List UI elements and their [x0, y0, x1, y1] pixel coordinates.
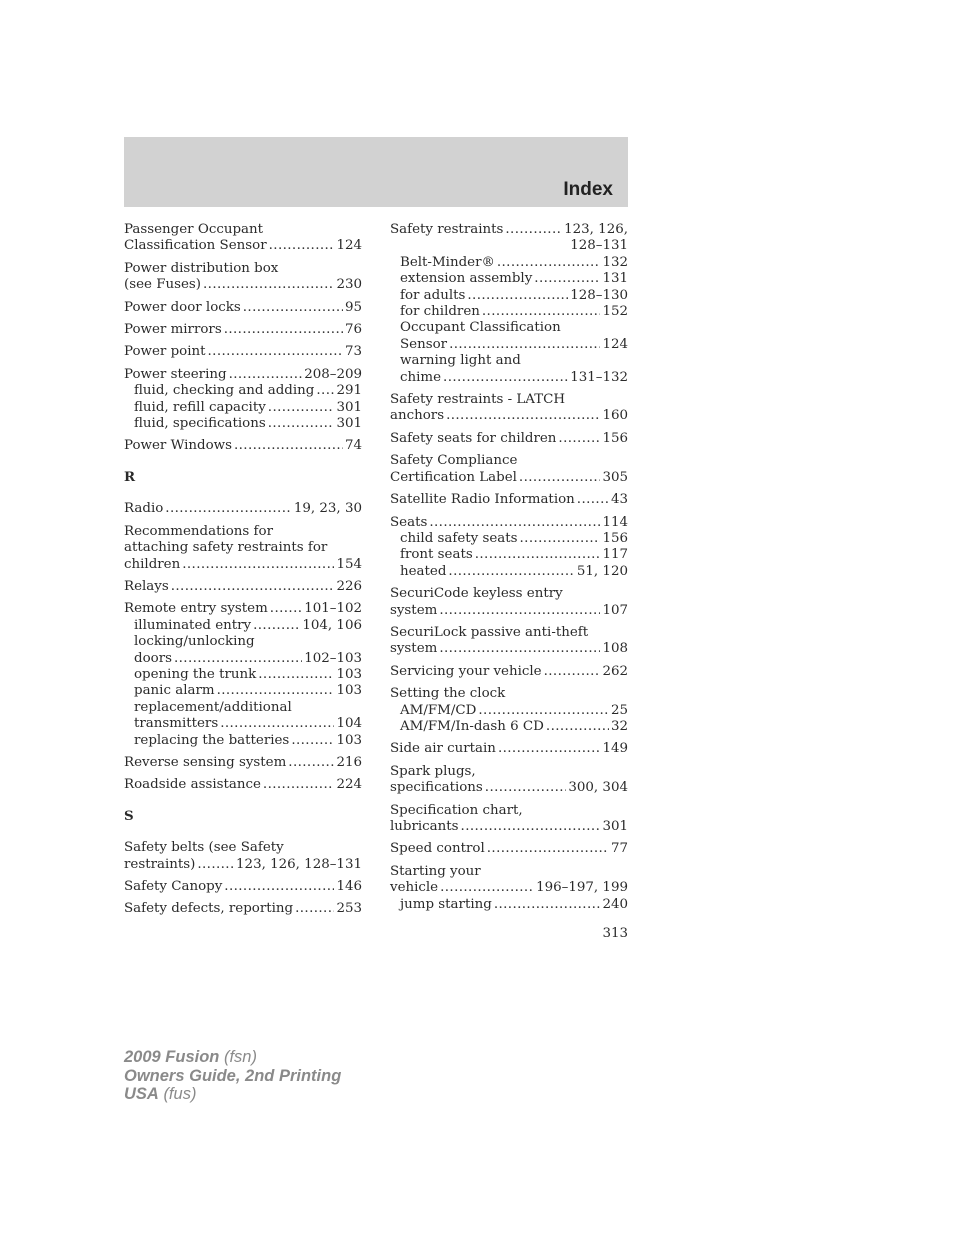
index-entry	[390, 586, 628, 619]
entry-page-ref: 77	[610, 841, 628, 857]
index-entry	[124, 367, 362, 433]
entry-term: lubricants	[390, 819, 459, 834]
entry-term: Belt-Minder®	[400, 254, 495, 270]
entry-term: transmitters	[134, 716, 219, 732]
entry-term: Power mirrors	[124, 322, 222, 338]
entry-term: Power Windows	[124, 438, 232, 454]
page-title: Index	[563, 179, 613, 200]
entry-term: system	[390, 602, 438, 618]
entry-term: Passenger Occupant	[124, 222, 263, 237]
entry-page-ref: 146	[336, 879, 362, 894]
dot-leader	[544, 664, 601, 680]
entry-page-ref: 208–209	[304, 366, 362, 382]
entry-page-ref: 132	[602, 254, 628, 270]
entry-page-ref: 73	[344, 344, 362, 360]
entry-page-ref: 104, 106	[302, 617, 362, 633]
entry-page-ref: 131	[602, 271, 628, 287]
entry-term: child safety seats	[400, 530, 518, 546]
index-subentry-line	[124, 634, 362, 650]
entry-term: Power point	[124, 344, 206, 360]
index-entry	[390, 625, 628, 658]
index-entry-line	[124, 222, 362, 238]
entry-term: Remote entry system	[124, 601, 268, 617]
index-subentry-line	[390, 337, 628, 353]
entry-term: vehicle	[390, 880, 439, 896]
entry-term: SecuriCode keyless entry	[390, 586, 563, 602]
entry-page-ref: 124	[336, 238, 362, 254]
entry-term: for children	[400, 304, 480, 320]
index-subentry-line	[124, 383, 362, 399]
index-subentry-line	[390, 719, 628, 735]
footer-guide-edition: Owners Guide, 2nd Printing	[124, 1066, 342, 1085]
index-subentry-line	[124, 683, 362, 699]
dot-leader	[534, 271, 600, 287]
dot-leader	[478, 703, 609, 719]
index-entry-line	[390, 841, 628, 857]
dot-leader	[505, 222, 562, 238]
index-column-left	[124, 222, 362, 924]
dot-leader	[234, 438, 343, 454]
dot-leader	[577, 492, 609, 508]
index-entry-line	[390, 392, 628, 408]
entry-page-ref: 124	[602, 336, 628, 352]
entry-page-ref: 131–132	[570, 369, 628, 385]
index-subentry-line	[124, 618, 362, 634]
entry-page-ref: 160	[602, 408, 628, 424]
entry-term: fluid, specifications	[134, 416, 266, 432]
index-entry	[390, 664, 628, 680]
index-subentry-line	[390, 703, 628, 719]
entry-term: Roadside assistance	[124, 777, 261, 793]
index-entry-line	[390, 492, 628, 508]
entry-term: jump starting	[400, 896, 492, 912]
entry-term: Safety restraints - LATCH	[390, 392, 566, 408]
index-entry-line	[390, 515, 628, 531]
entry-page-ref: 107	[602, 602, 628, 618]
index-entry-line	[124, 840, 362, 856]
entry-page-ref: 253	[336, 901, 362, 917]
index-entry-line	[390, 686, 628, 702]
index-entry	[390, 222, 628, 386]
dot-leader	[485, 780, 567, 796]
index-entry	[390, 392, 628, 425]
entry-page-ref: 123, 126,	[564, 222, 628, 237]
entry-term: AM/FM/CD	[400, 702, 477, 718]
entry-term: AM/FM/In-dash 6 CD	[400, 718, 544, 734]
index-entry	[124, 601, 362, 749]
entry-term: Safety Compliance	[390, 453, 518, 469]
entry-page-ref: 32	[610, 718, 628, 734]
entry-page-ref: 240	[602, 896, 628, 912]
dot-leader	[295, 901, 334, 917]
entry-term: warning light and	[400, 353, 521, 369]
dot-leader	[487, 841, 609, 857]
footer-model-code: (fsn)	[223, 1048, 257, 1066]
entry-term: chime	[400, 369, 442, 385]
dot-leader	[443, 370, 568, 386]
index-entry	[390, 864, 628, 913]
entry-term: fluid, checking and adding	[134, 383, 315, 399]
dot-leader	[482, 304, 601, 320]
entry-term: restraints)	[124, 856, 196, 872]
index-entry-line	[124, 300, 362, 316]
entry-term: heated	[400, 563, 447, 579]
entry-term: Radio	[124, 501, 164, 517]
index-entry	[124, 261, 362, 294]
dot-leader	[439, 603, 600, 619]
entry-page-ref: 262	[602, 663, 628, 679]
index-entry	[124, 222, 362, 255]
entry-page-ref: 300, 304	[568, 780, 628, 796]
entry-term: locking/unlocking	[134, 634, 255, 650]
index-subentry-line	[390, 531, 628, 547]
entry-term: Certification Label	[390, 469, 517, 485]
index-entry	[390, 764, 628, 797]
entry-page-ref: 43	[610, 492, 628, 508]
index-entry-line	[124, 857, 362, 873]
footer-market: USA	[124, 1085, 159, 1103]
dot-leader	[461, 819, 601, 835]
index-entry-line	[124, 501, 362, 517]
index-subentry-line	[124, 400, 362, 416]
dot-leader	[174, 651, 302, 667]
entry-page-ref: 114	[602, 514, 628, 530]
footer-model-name: 2009 Fusion	[124, 1048, 220, 1066]
index-entry	[124, 755, 362, 771]
dot-leader	[448, 564, 574, 580]
entry-term: replacement/additional	[134, 699, 292, 715]
entry-page-ref: 301	[336, 399, 362, 415]
index-subentry-line	[390, 320, 628, 336]
entry-page-ref: 230	[336, 277, 362, 293]
entry-term: SecuriLock passive anti-theft	[390, 624, 589, 640]
index-subentry-line	[124, 651, 362, 667]
index-entry-line	[124, 579, 362, 595]
index-entry-line	[124, 755, 362, 771]
index-entry	[390, 686, 628, 735]
entry-term: Relays	[124, 578, 169, 594]
entry-term: Classification Sensor	[124, 238, 267, 254]
index-entry	[124, 438, 362, 454]
index-entry-line	[390, 741, 628, 757]
index-entry-line	[390, 864, 628, 880]
index-subentry-line	[390, 370, 628, 386]
entry-page-ref: 154	[336, 556, 362, 572]
index-entry	[390, 492, 628, 508]
dot-leader	[467, 288, 568, 304]
dot-leader	[440, 880, 534, 896]
entry-page-ref: 149	[602, 741, 628, 757]
dot-leader	[224, 879, 334, 895]
entry-term: Safety belts (see Safety	[124, 840, 284, 856]
dot-leader	[258, 667, 334, 683]
index-entry-line	[124, 540, 362, 556]
dot-leader	[498, 741, 601, 757]
section-letter: R	[124, 468, 136, 485]
index-entry-line	[124, 557, 362, 573]
dot-leader	[446, 408, 600, 424]
index-subentry-line	[124, 716, 362, 732]
dot-leader	[519, 470, 601, 486]
entry-term: specifications	[390, 780, 483, 796]
entry-page-ref: 101–102	[304, 601, 362, 617]
entry-page-ref: 216	[336, 754, 362, 770]
entry-page-ref: 301	[336, 416, 362, 432]
index-entry-line	[124, 901, 362, 917]
dot-leader	[316, 383, 334, 399]
dot-leader	[253, 618, 300, 634]
entry-page-ref: 305	[602, 469, 628, 485]
index-entry-line	[390, 603, 628, 619]
dot-leader	[243, 300, 343, 316]
entry-page-ref: 103	[336, 732, 362, 748]
index-subentry-line	[390, 255, 628, 271]
entry-page-ref: 76	[344, 322, 362, 338]
entry-term: Specification chart,	[390, 802, 523, 818]
entry-page-ref: 156	[602, 530, 628, 546]
entry-page-ref: 291	[336, 383, 362, 399]
entry-term: Seats	[390, 514, 428, 530]
entry-term: Recommendations for	[124, 523, 273, 539]
index-entry	[124, 501, 362, 517]
index-entry-line	[390, 238, 628, 254]
entry-page-ref: 196–197, 199	[536, 880, 628, 896]
entry-term: for adults	[400, 287, 466, 303]
document-footer	[124, 1048, 341, 1104]
index-entry-line	[124, 261, 362, 277]
entry-term: extension assembly	[400, 271, 533, 287]
index-column-right	[390, 222, 628, 919]
entry-term: Safety Canopy	[124, 879, 223, 894]
index-entry-line	[124, 344, 362, 360]
index-entry	[390, 431, 628, 447]
index-header-band	[124, 137, 628, 207]
dot-leader	[197, 857, 234, 873]
entry-term: Side air curtain	[390, 741, 496, 757]
index-entry	[390, 453, 628, 486]
index-subentry-line	[124, 416, 362, 432]
index-entry	[124, 344, 362, 360]
index-entry-line	[390, 803, 628, 819]
index-entry	[124, 777, 362, 793]
index-entry-line	[124, 367, 362, 383]
entry-page-ref: 74	[344, 438, 362, 454]
dot-leader	[558, 431, 600, 447]
dot-leader	[449, 337, 600, 353]
entry-term: Safety restraints	[390, 222, 504, 237]
index-subentry-line	[390, 288, 628, 304]
dot-leader	[269, 238, 335, 254]
entry-page-ref: 156	[602, 430, 628, 446]
index-entry	[124, 524, 362, 573]
entry-page-ref: 103	[336, 666, 362, 682]
index-subentry-line	[390, 547, 628, 563]
dot-leader	[475, 547, 601, 563]
dot-leader	[288, 755, 334, 771]
entry-page-ref: 19, 23, 30	[293, 501, 362, 517]
index-entry-line	[124, 524, 362, 540]
entry-page-ref: 123, 126, 128–131	[236, 856, 362, 872]
index-subentry-line	[390, 271, 628, 287]
dot-leader	[229, 367, 303, 383]
index-entry	[124, 300, 362, 316]
index-entry	[124, 840, 362, 873]
index-entry	[124, 322, 362, 338]
entry-page-ref: 103	[336, 683, 362, 699]
dot-leader	[182, 557, 334, 573]
dot-leader	[291, 733, 334, 749]
dot-leader	[270, 601, 302, 617]
entry-term: Starting your	[390, 863, 481, 879]
index-entry-line	[390, 408, 628, 424]
dot-leader	[546, 719, 609, 735]
index-entry-line	[124, 438, 362, 454]
entry-term: doors	[134, 650, 172, 666]
entry-term: Power distribution box	[124, 260, 279, 276]
index-entry-line	[124, 879, 362, 895]
index-subentry-line	[390, 897, 628, 913]
entry-term: front seats	[400, 547, 473, 563]
section-letter: S	[124, 807, 134, 824]
index-entry-line	[124, 601, 362, 617]
index-entry-line	[390, 625, 628, 641]
index-subentry-line	[124, 667, 362, 683]
entry-page-ref: 104	[336, 716, 362, 732]
dot-leader	[268, 400, 335, 416]
index-entry	[390, 841, 628, 857]
footer-market-code: (fus)	[163, 1085, 197, 1103]
index-entry	[390, 515, 628, 581]
index-subentry-line	[124, 733, 362, 749]
entry-term: anchors	[390, 408, 445, 424]
index-subentry-line	[390, 304, 628, 320]
dot-leader	[165, 501, 292, 517]
index-entry-line	[390, 431, 628, 447]
entry-page-ref: 152	[602, 304, 628, 320]
entry-term: Power steering	[124, 366, 227, 382]
dot-leader	[208, 344, 343, 360]
index-entry	[390, 741, 628, 757]
entry-term: opening the trunk	[134, 666, 257, 682]
dot-leader	[439, 641, 600, 657]
index-entry-line	[390, 664, 628, 680]
dot-leader	[224, 322, 343, 338]
entry-term: children	[124, 556, 181, 572]
index-entry-line	[390, 819, 628, 835]
dot-leader	[171, 579, 335, 595]
dot-leader	[520, 531, 601, 547]
entry-term: fluid, refill capacity	[134, 399, 266, 415]
dot-leader	[268, 416, 335, 432]
index-entry-line	[390, 764, 628, 780]
entry-page-ref: 102–103	[304, 650, 362, 666]
entry-term: (see Fuses)	[124, 277, 202, 293]
dot-leader	[494, 897, 601, 913]
entry-term: Power door locks	[124, 299, 241, 315]
entry-term: Servicing your vehicle	[390, 663, 542, 679]
entry-term: attaching safety restraints for	[124, 540, 328, 556]
footer-line-model	[124, 1048, 341, 1067]
footer-line-guide	[124, 1067, 341, 1086]
index-entry	[390, 803, 628, 836]
entry-term: replacing the batteries	[134, 732, 290, 748]
entry-term: Satellite Radio Information	[390, 492, 575, 508]
index-entry-line	[390, 641, 628, 657]
entry-term: Spark plugs,	[390, 763, 476, 779]
entry-term: illuminated entry	[134, 617, 252, 633]
index-entry-line	[390, 470, 628, 486]
index-entry-line	[124, 777, 362, 793]
dot-leader	[429, 515, 600, 531]
entry-page-ref: 108	[602, 641, 628, 657]
index-entry-line	[124, 322, 362, 338]
index-entry-line	[390, 780, 628, 796]
entry-page-ref: 301	[602, 819, 628, 834]
page-number: 313	[602, 926, 628, 941]
index-entry-line	[390, 880, 628, 896]
entry-term: Safety seats for children	[390, 430, 557, 446]
index-entry	[124, 901, 362, 917]
index-entry-line	[390, 222, 628, 238]
entry-page-ref: 128–130	[570, 287, 628, 303]
entry-page-ref: 226	[336, 578, 362, 594]
entry-page-ref: 51, 120	[576, 563, 628, 579]
index-subentry-line	[390, 564, 628, 580]
entry-page-ref: 95	[344, 299, 362, 315]
index-entry	[124, 579, 362, 595]
entry-page-ref: 25	[610, 702, 628, 718]
entry-page-ref: 117	[602, 547, 628, 563]
dot-leader	[220, 716, 334, 732]
index-entry-line	[124, 277, 362, 293]
entry-term: system	[390, 641, 438, 657]
index-subentry-line	[124, 700, 362, 716]
entry-term: Occupant Classification	[400, 320, 561, 336]
index-entry-line	[390, 586, 628, 602]
entry-term: Sensor	[400, 336, 448, 352]
dot-leader	[217, 683, 335, 699]
dot-leader	[203, 277, 334, 293]
dot-leader	[497, 255, 601, 271]
entry-page-ref: 224	[336, 777, 362, 793]
index-entry-line	[390, 453, 628, 469]
entry-term: panic alarm	[134, 683, 215, 699]
entry-term: 128–131	[570, 238, 628, 254]
index-subentry-line	[390, 353, 628, 369]
entry-term: Speed control	[390, 841, 485, 857]
index-entry-line	[124, 238, 362, 254]
entry-term: Setting the clock	[390, 686, 506, 702]
index-entry	[124, 879, 362, 895]
footer-line-market	[124, 1085, 341, 1104]
dot-leader	[263, 777, 335, 793]
entry-term: Reverse sensing system	[124, 754, 287, 770]
entry-term: Safety defects, reporting	[124, 901, 294, 917]
